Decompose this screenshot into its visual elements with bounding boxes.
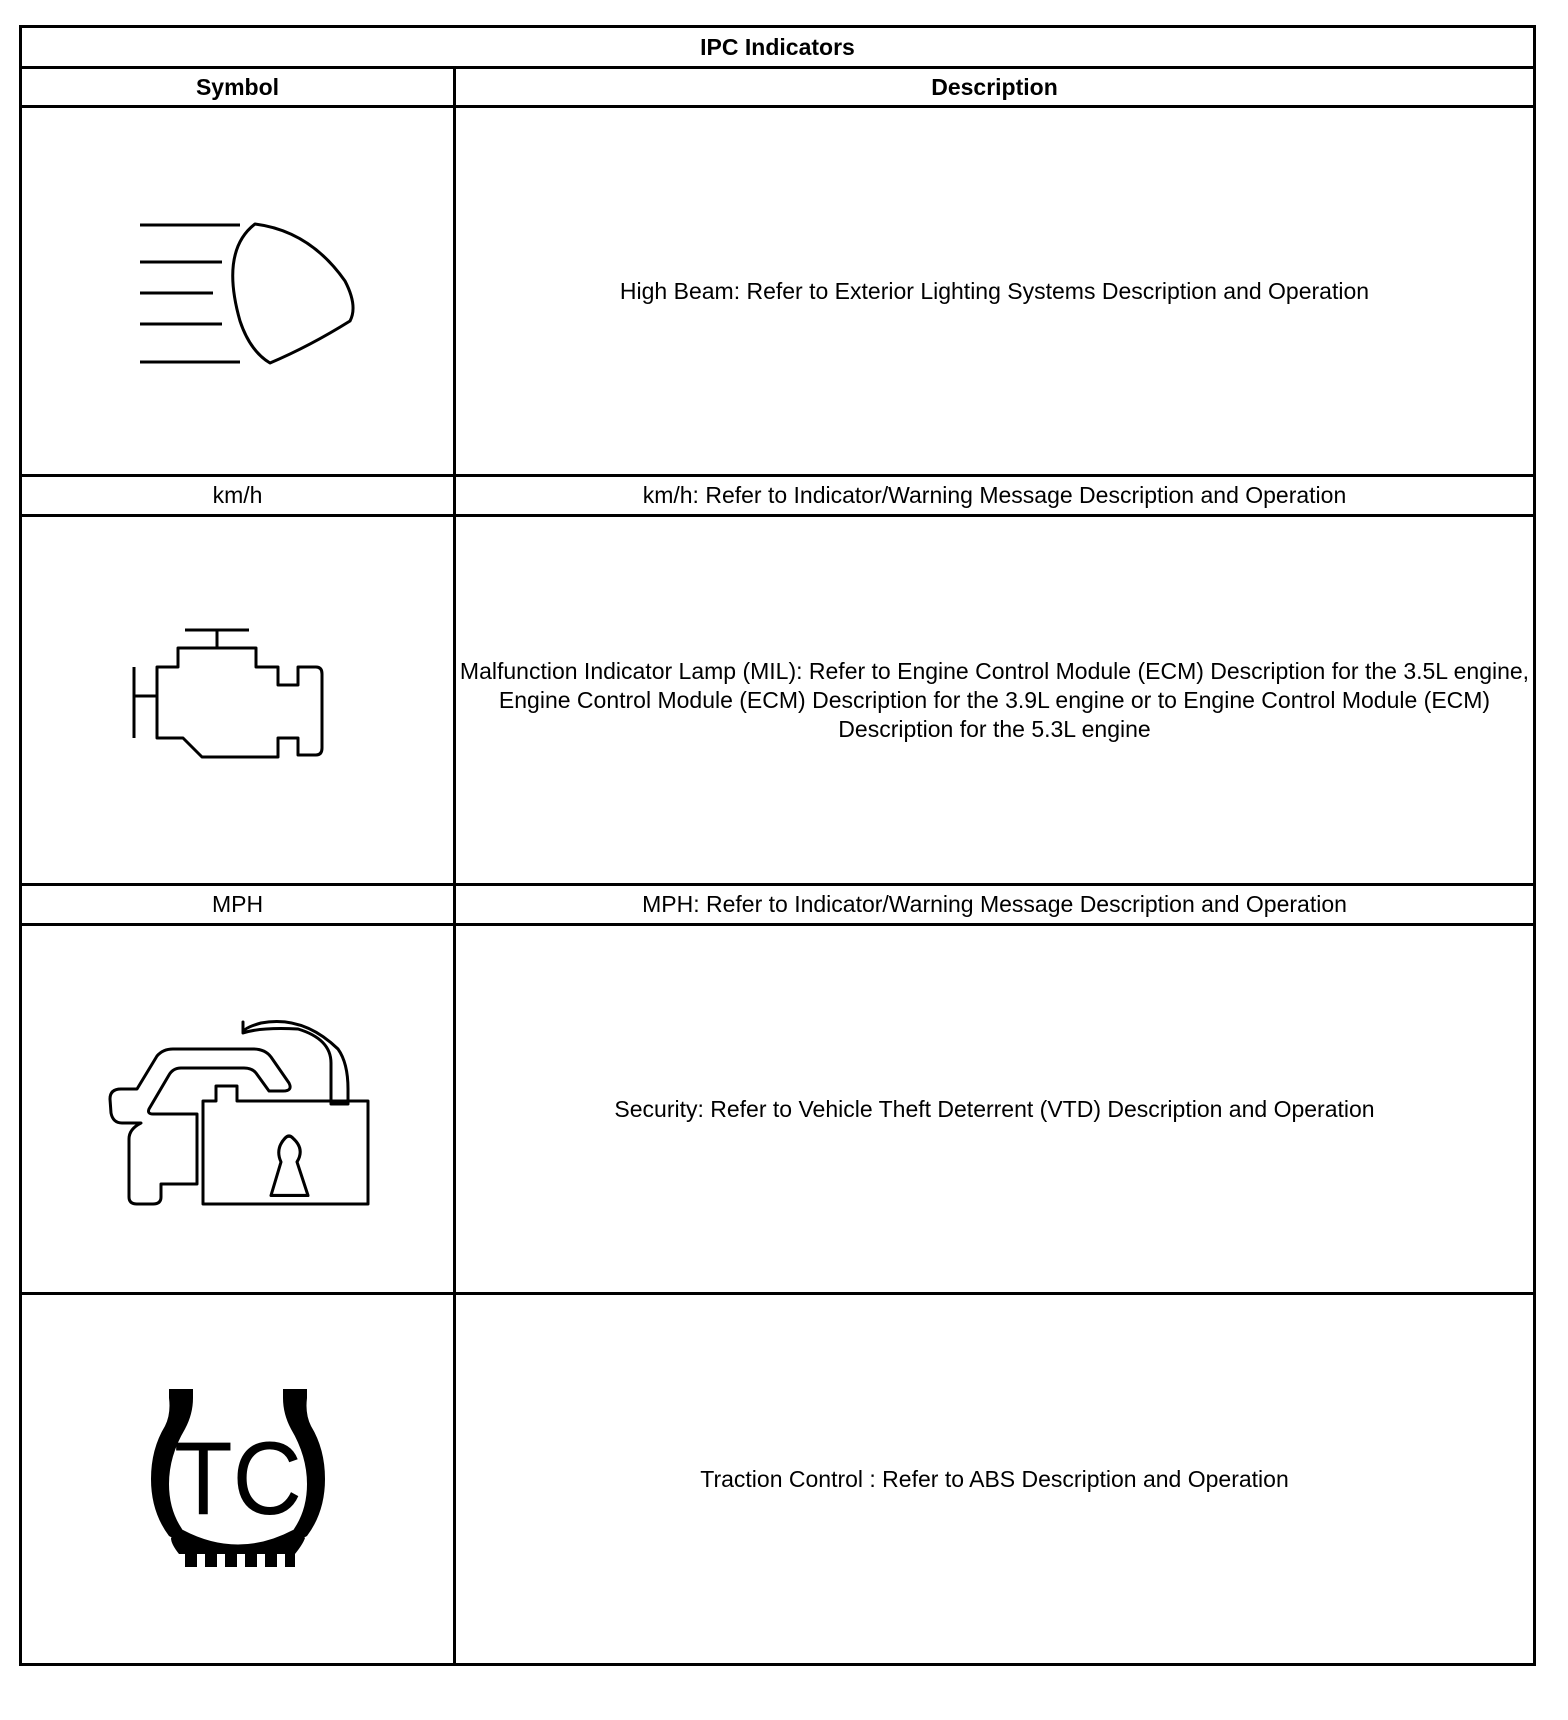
symbol-cell <box>21 516 455 885</box>
symbol-cell <box>21 925 455 1294</box>
description-cell: km/h: Refer to Indicator/Warning Message Description and Operation <box>455 476 1535 516</box>
engine-mil-icon <box>123 625 353 775</box>
column-header-description: Description <box>455 68 1535 107</box>
table-row <box>21 476 1535 516</box>
ipc-indicators-table <box>19 25 1536 1666</box>
column-header-symbol: Symbol <box>21 68 455 107</box>
table-row <box>21 107 1535 476</box>
description-cell: MPH: Refer to Indicator/Warning Message Description and Operation <box>455 885 1535 925</box>
table-row <box>21 885 1535 925</box>
table-row <box>21 925 1535 1294</box>
high-beam-icon <box>118 211 358 371</box>
table-title: IPC Indicators <box>21 27 1535 68</box>
traction-control-icon <box>143 1384 333 1574</box>
description-cell: Malfunction Indicator Lamp (MIL): Refer to Engine Control Module (ECM) Description for the 3.5L engine, Engine Control Module (ECM) Description for the 3.9L engine or to Engine Control Module (ECM) Description for the 5.3L engine <box>455 516 1535 885</box>
description-cell: Traction Control : Refer to ABS Description and Operation <box>455 1294 1535 1665</box>
symbol-cell <box>21 107 455 476</box>
symbol-cell <box>21 1294 455 1665</box>
description-cell: High Beam: Refer to Exterior Lighting Systems Description and Operation <box>455 107 1535 476</box>
symbol-cell: MPH <box>21 885 455 925</box>
symbol-cell: km/h <box>21 476 455 516</box>
table-row <box>21 1294 1535 1665</box>
table-row <box>21 516 1535 885</box>
description-cell: Security: Refer to Vehicle Theft Deterrent (VTD) Description and Operation <box>455 925 1535 1294</box>
security-car-lock-icon <box>93 999 383 1219</box>
traction-control-icon-text: TC <box>173 1421 302 1537</box>
